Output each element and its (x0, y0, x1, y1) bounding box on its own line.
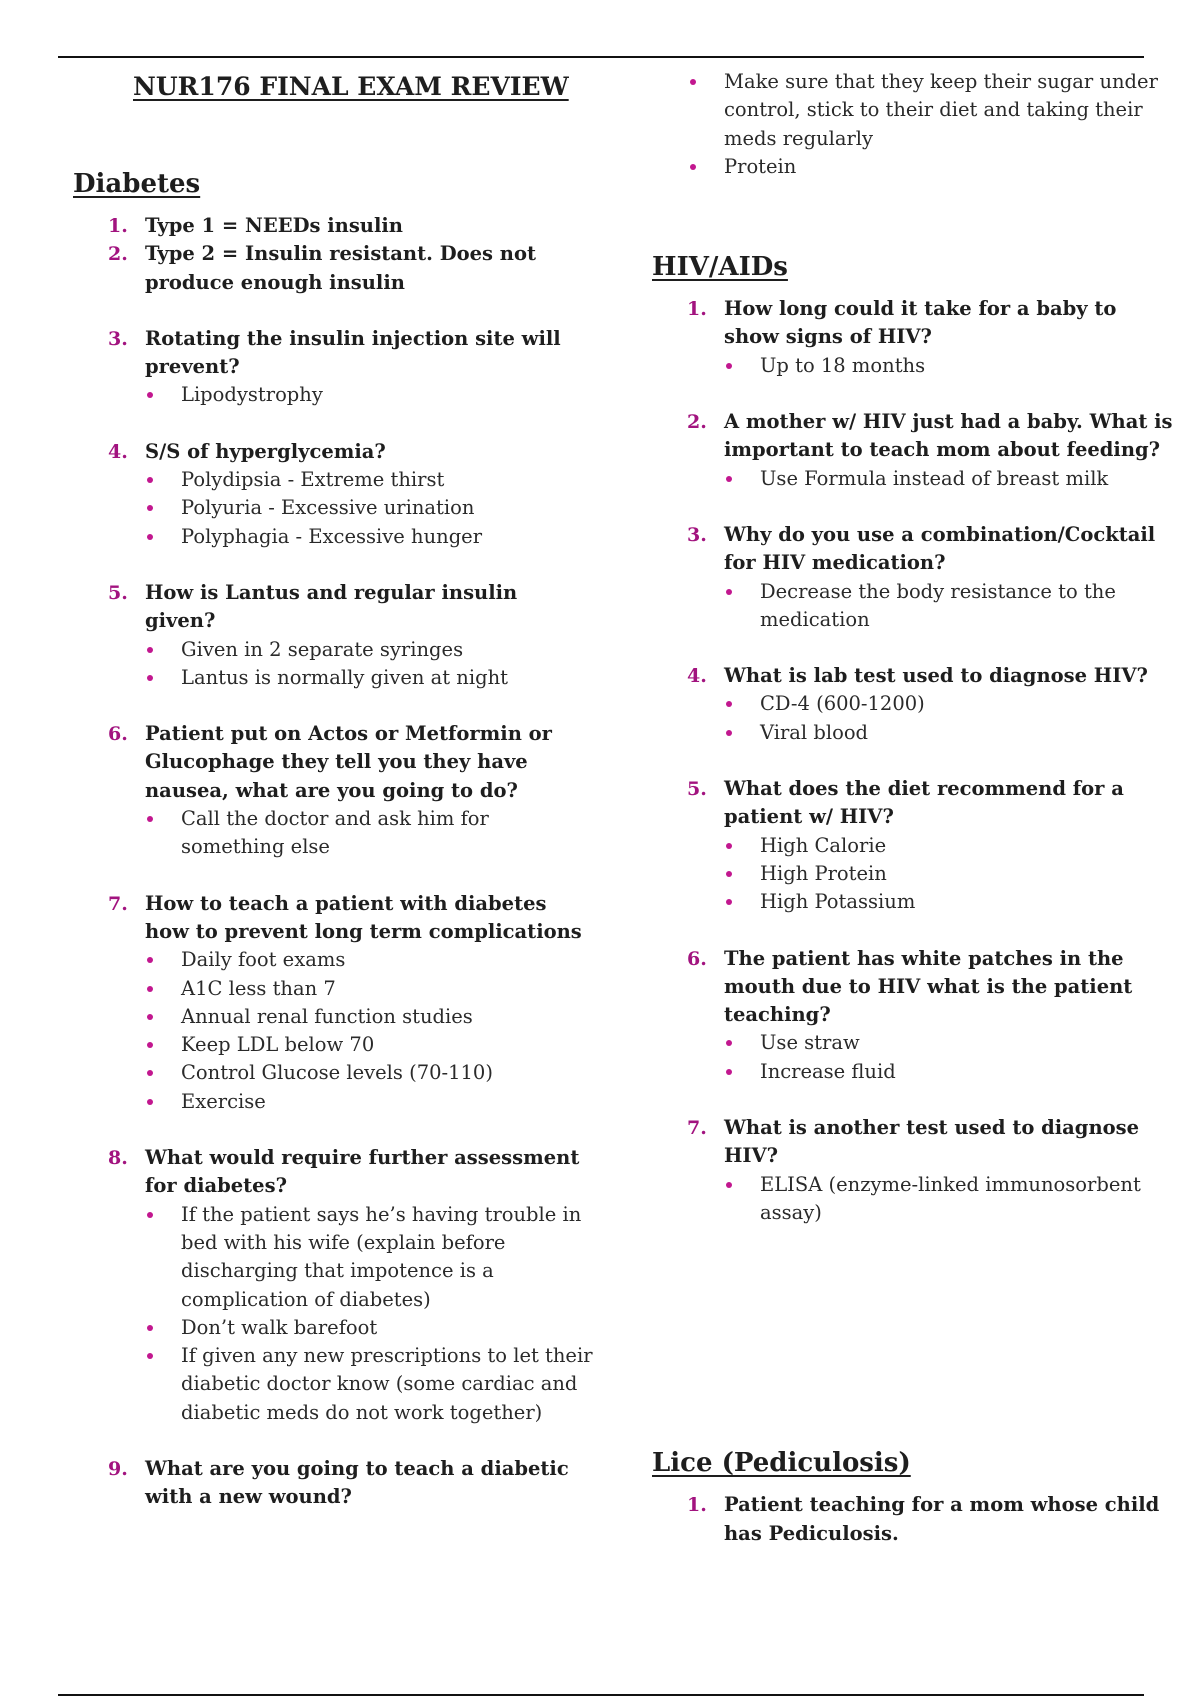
answer-item: Use straw (724, 1029, 1178, 1057)
question-number: 4. (108, 440, 128, 463)
answer-list (145, 805, 593, 862)
answer-item: ELISA (enzyme-linked immunosorbent assay) (724, 1171, 1178, 1228)
question-text: Why do you use a combination/Cocktail for HIV medication? (724, 522, 1156, 575)
question-item (73, 438, 593, 551)
question-item (652, 295, 1178, 380)
answer-item: Polydipsia - Extreme thirst (145, 466, 593, 494)
answer-item: Viral blood (724, 719, 1178, 747)
question-item (652, 945, 1178, 1086)
question-text: Type 2 = Insulin resistant. Does not produce enough insulin (145, 242, 536, 294)
question-number: 1. (687, 1494, 707, 1517)
answer-item: A1C less than 7 (145, 975, 593, 1003)
answer-item: If given any new prescriptions to let their diabetic doctor know (some cardiac and diabetic meds do not work together) (145, 1342, 593, 1427)
question-number: 3. (687, 523, 707, 546)
question-text: Type 1 = NEEDs insulin (145, 214, 403, 237)
question-number: 5. (687, 778, 707, 801)
answer-list (145, 636, 593, 693)
answer-list (145, 1201, 593, 1427)
answer-item: Up to 18 months (724, 352, 1178, 380)
answer-list (724, 465, 1178, 493)
answer-item: Decrease the body resistance to the medication (724, 578, 1178, 635)
answer-item: Daily foot exams (145, 946, 593, 974)
question-text: What would require further assessment for diabetes? (145, 1146, 580, 1198)
answer-list (145, 466, 593, 551)
question-text: How is Lantus and regular insulin given? (145, 580, 518, 633)
answer-list (145, 946, 593, 1116)
answer-item: If the patient says he’s having trouble in bed with his wife (explain before discharging that impotence is a complication of diabetes) (145, 1201, 593, 1314)
question-item (652, 1491, 1178, 1548)
answer-item: Polyphagia - Excessive hunger (145, 523, 593, 551)
question-text: Patient teaching for a mom whose child has Pediculosis. (724, 1493, 1160, 1545)
question-item (73, 212, 593, 240)
question-number: 2. (108, 243, 128, 266)
question-number: 7. (108, 892, 128, 915)
question-item (73, 579, 593, 692)
question-number: 1. (687, 298, 707, 321)
diabetes-continued-answers (652, 68, 1178, 181)
question-item (652, 662, 1178, 747)
question-text: S/S of hyperglycemia? (145, 439, 386, 463)
answer-item: Exercise (145, 1088, 593, 1116)
question-text: What are you going to teach a diabetic with a new wound? (145, 1456, 569, 1509)
section-heading-lice: Lice (Pediculosis) (652, 1448, 911, 1479)
answer-list (724, 352, 1178, 380)
question-number: 5. (108, 581, 128, 604)
answer-list (724, 1171, 1178, 1228)
hiv-question-list (652, 295, 1178, 1227)
question-item (652, 775, 1178, 916)
question-text: A mother w/ HIV just had a baby. What is important to teach mom about feeding? (724, 410, 1173, 462)
question-text: What is lab test used to diagnose HIV? (724, 664, 1148, 688)
question-number: 2. (687, 411, 707, 434)
question-number: 6. (108, 723, 128, 746)
question-text: Patient put on Actos or Metformin or Glucophage they tell you they have nausea, what are you going to do? (145, 722, 552, 802)
lice-question-list (652, 1491, 1178, 1548)
question-number: 4. (687, 665, 707, 688)
top-rule (58, 56, 1144, 58)
answer-item: High Potassium (724, 888, 1178, 916)
answer-item: Lantus is normally given at night (145, 664, 593, 692)
answer-item: Given in 2 separate syringes (145, 636, 593, 664)
question-item (652, 521, 1178, 634)
question-text: What does the diet recommend for a patient w/ HIV? (724, 777, 1124, 829)
answer-list (145, 381, 593, 409)
question-text: How to teach a patient with diabetes how to prevent long term complications (145, 891, 582, 943)
question-text: How long could it take for a baby to show signs of HIV? (724, 297, 1117, 349)
question-number: 1. (108, 215, 128, 237)
question-text: Rotating the insulin injection site will prevent? (145, 326, 561, 379)
question-number: 9. (108, 1457, 128, 1480)
right-column (652, 68, 1178, 1548)
answer-list (724, 832, 1178, 917)
question-text: The patient has white patches in the mouth due to HIV what is the patient teaching? (724, 946, 1133, 1027)
question-item (652, 408, 1178, 493)
answer-item: Use Formula instead of breast milk (724, 465, 1178, 493)
answer-item: Don’t walk barefoot (145, 1314, 593, 1342)
question-number: 6. (687, 947, 707, 970)
answer-item: Keep LDL below 70 (145, 1031, 593, 1059)
answer-item: Polyuria - Excessive urination (145, 494, 593, 522)
answer-item: High Protein (724, 860, 1178, 888)
question-text: What is another test used to diagnose HIV? (724, 1116, 1140, 1168)
question-item (73, 720, 593, 861)
answer-item: Call the doctor and ask him for something else (145, 805, 593, 862)
answer-item: Annual renal function studies (145, 1003, 593, 1031)
answer-item: High Calorie (724, 832, 1178, 860)
answer-list (724, 578, 1178, 635)
section-heading-hiv: HIV/AIDs (652, 252, 788, 283)
section-heading-diabetes: Diabetes (73, 169, 201, 199)
question-item (73, 325, 593, 410)
answer-item: CD-4 (600-1200) (724, 690, 1178, 718)
answer-item: Control Glucose levels (70-110) (145, 1059, 593, 1087)
answer-item: Lipodystrophy (145, 381, 593, 409)
answer-item: Make sure that they keep their sugar under control, stick to their diet and taking their meds regularly (614, 68, 1178, 153)
left-column (73, 68, 593, 1512)
answer-list (724, 1029, 1178, 1086)
question-item (73, 890, 593, 1116)
document-title: NUR176 FINAL EXAM REVIEW (133, 72, 569, 101)
question-number: 7. (687, 1117, 707, 1140)
answer-item: Increase fluid (724, 1058, 1178, 1086)
question-item (652, 1114, 1178, 1227)
answer-list (724, 690, 1178, 747)
question-item (73, 1144, 593, 1427)
question-number: 8. (108, 1147, 128, 1170)
question-number: 3. (108, 327, 128, 350)
bottom-rule (58, 1694, 1144, 1696)
question-item (73, 1455, 593, 1512)
question-item (73, 240, 593, 297)
answer-item: Protein (614, 153, 1178, 181)
diabetes-question-list (73, 212, 593, 1512)
